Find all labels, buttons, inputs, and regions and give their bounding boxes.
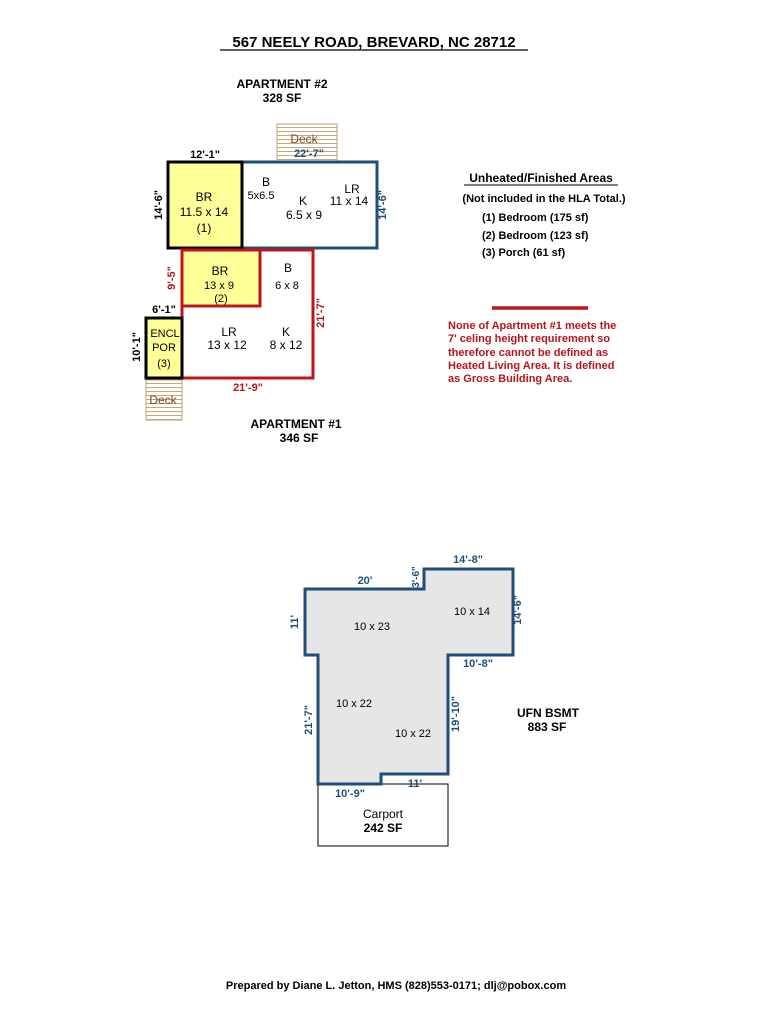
basement-dim-left-lower: 21'-7" — [303, 705, 315, 735]
apartment2-lr-size: 11 x 14 — [329, 194, 369, 208]
apartment1-porch-line2: POR — [152, 342, 176, 354]
basement-dim-bottom-right: 11' — [407, 778, 423, 790]
legend-item: (3) Porch (61 sf) — [482, 247, 566, 259]
apartment2-dim-left: 14'-6" — [153, 190, 165, 220]
apartment1-lr-name: LR — [221, 325, 237, 339]
basement-dim-top-right: 14'-8" — [453, 554, 483, 566]
apartment2-b-name: B — [261, 175, 271, 189]
apartment1-porch-line1: ENCL — [150, 328, 180, 340]
legend-title: Unheated/Finished Areas — [469, 171, 613, 185]
apartment2-deck-label: Deck — [290, 132, 318, 146]
basement-dim-right-upper: 14'-6" — [512, 595, 524, 625]
apartment2-k-name: K — [298, 194, 308, 208]
apartment1-porch-num: (3) — [157, 358, 171, 370]
page-title: 567 NEELY ROAD, BREVARD, NC 28712 — [232, 34, 516, 51]
apartment1-b-name: B — [283, 261, 293, 275]
basement-room-size: 10 x 22 — [394, 728, 432, 740]
unheated-legend — [462, 171, 625, 259]
apartment1-k-size: 8 x 12 — [269, 338, 303, 352]
apartment1-br-name: BR — [211, 264, 229, 278]
apartment1-lr-size: 13 x 12 — [207, 338, 247, 352]
page-footer: Prepared by Diane L. Jetton, HMS (828)553-0171; dlj@pobox.com — [225, 980, 567, 992]
basement-dim-top-left: 20' — [357, 575, 373, 587]
apartment2-k-size: 6.5 x 9 — [285, 208, 323, 222]
apartment1-b-size: 6 x 8 — [275, 280, 299, 292]
note-line: therefore cannot be defined as — [448, 347, 609, 359]
basement-room-size: 10 x 14 — [453, 606, 491, 618]
legend-item: (1) Bedroom (175 sf) — [482, 212, 589, 224]
apartment2-br-size: 11.5 x 14 — [179, 205, 229, 219]
basement-dim-mid-right: 10'-8" — [463, 658, 493, 670]
note-line: as Gross Building Area. — [448, 373, 573, 385]
apartment2-dim-right: 14'-6" — [377, 190, 389, 220]
apartment1-br-size: 13 x 9 — [204, 280, 234, 292]
apartment1-group — [131, 250, 342, 445]
apartment1-br-num: (2) — [214, 293, 228, 305]
note-line: None of Apartment #1 meets the — [448, 320, 617, 332]
apartment2-group — [153, 77, 389, 248]
apartment1-dim-porch-left: 10'-1" — [131, 332, 143, 362]
apartment2-lr-name: LR — [344, 182, 360, 196]
apartment1-dim-right: 21'-7" — [315, 298, 327, 328]
apartment1-dim-porch-top: 6'-1" — [152, 304, 176, 316]
basement-room-size: 10 x 23 — [353, 621, 391, 633]
apartment1-label: APARTMENT #1 — [250, 417, 342, 431]
apartment1-note — [448, 308, 616, 385]
apartment2-label: APARTMENT #2 — [236, 77, 328, 91]
note-line: Heated Living Area. It is defined — [448, 360, 615, 372]
note-line: 7' celing height requirement so — [448, 333, 611, 345]
apartment2-area: 328 SF — [262, 91, 302, 105]
apartment2-dim-deck-width: 22'-7" — [294, 148, 324, 160]
basement-room-size: 10 x 22 — [335, 698, 373, 710]
legend-subtitle: (Not included in the HLA Total.) — [462, 193, 626, 205]
carport-label: Carport — [362, 807, 404, 821]
basement-outline — [305, 569, 513, 784]
basement-group — [289, 554, 580, 846]
carport-area: 242 SF — [363, 821, 403, 835]
apartment2-b-size: 5x6.5 — [247, 190, 275, 202]
basement-label: UFN BSMT — [517, 706, 579, 720]
apartment2-br-name: BR — [195, 190, 213, 204]
apartment2-dim-top: 12'-1" — [190, 149, 220, 161]
apartment1-deck-label: Deck — [149, 393, 177, 407]
basement-dim-right-lower: 19'-10" — [450, 696, 462, 732]
basement-area: 883 SF — [527, 720, 567, 734]
basement-dim-left-upper: 11' — [289, 614, 301, 630]
apartment1-dim-br-left: 9'-5" — [166, 266, 178, 290]
basement-dim-step: 3'-6" — [411, 566, 422, 588]
apartment2-br-num: (1) — [196, 221, 212, 235]
legend-item: (2) Bedroom (123 sf) — [482, 230, 589, 242]
apartment1-dim-bottom: 21'-9" — [233, 382, 263, 394]
apartment1-area: 346 SF — [279, 431, 319, 445]
basement-dim-bottom-left: 10'-9" — [335, 788, 365, 800]
apartment1-k-name: K — [281, 325, 291, 339]
